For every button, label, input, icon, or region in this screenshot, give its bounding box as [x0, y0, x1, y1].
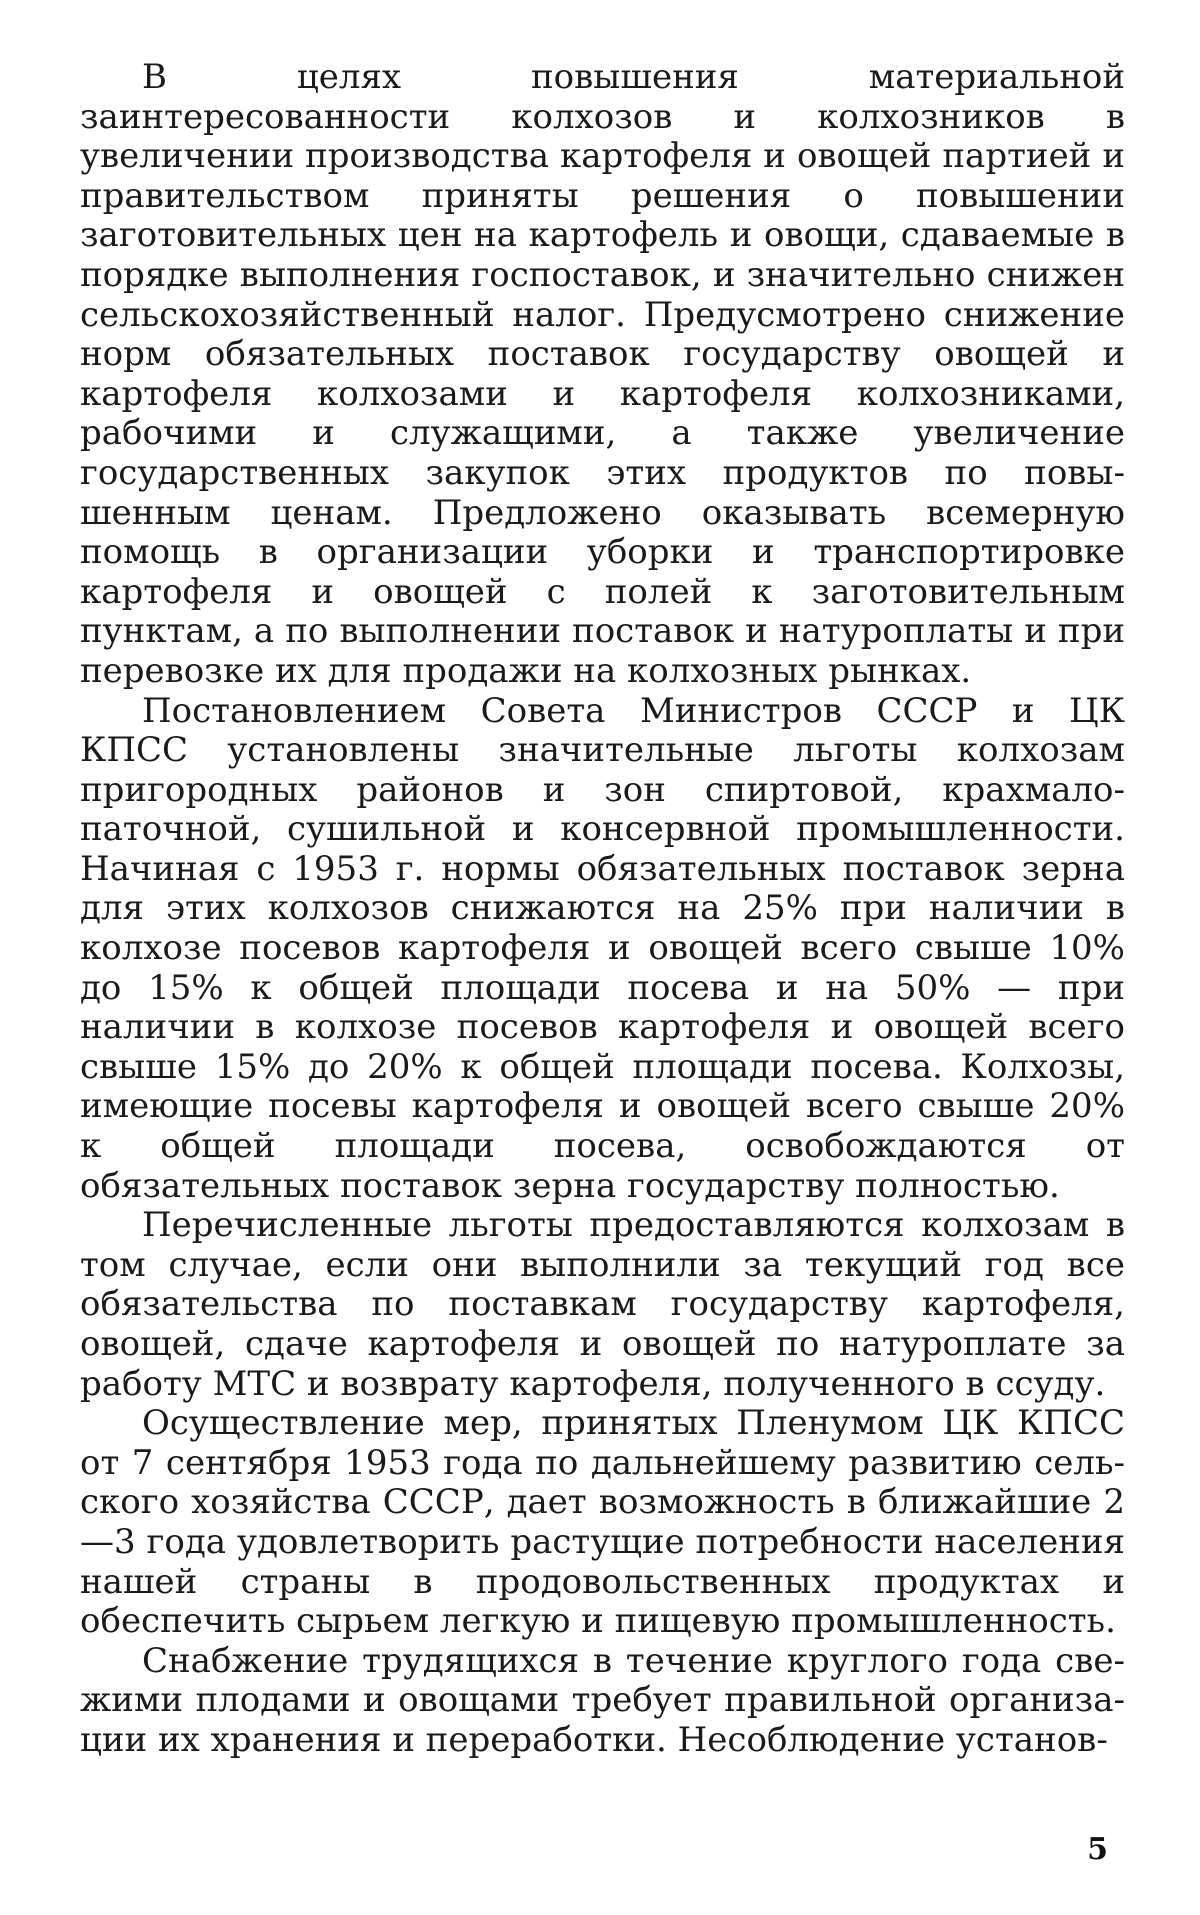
paragraph-2: Постановлением Совета Министров СССР и ЦК КПСС установлены значительные льготы колхозам пригородных районов и зон спиртовой, крахмало-паточной, сушильной и консервной промышленности. Начиная с 1953 г. нормы обязательных поставок зерна для этих колхозов снижаются на 25% при наличии в колхозе посевов картофеля и овощей всего свыше 10% до 15% к общей площади посева и на 50% — при наличии в колхозе посевов картофеля и овощей всего свыше 15% до 20% к общей площади посева. Колхозы, имеющие посевы картофеля и овощей всего свыше 20% к общей площади посева, освобождаются от обязательных поставок зерна государству полностью. — [80, 690, 1125, 1206]
paragraph-4: Осуществление мер, принятых Пленумом ЦК КПСС от 7 сентября 1953 года по дальнейшему развитию сельского хозяйства СССР, дает возможность в ближайшие 2—3 года удовлетворить растущие потребности населения нашей страны в продовольственных продуктах и обеспечить сырьем легкую и пищевую промышленность. — [80, 1403, 1125, 1642]
paragraph-5: Снабжение трудящихся в течение круглого года свежими плодами и овощами требует правильной организации их хранения и переработки. Несоблюдение установ- — [80, 1640, 1125, 1760]
page-number: 5 — [1087, 1832, 1108, 1867]
paragraph-1: В целях повышения материальной заинтересованности колхозов и колхозников в увеличении производства картофеля и овощей партией и правительством приняты решения о повышении заготовительных цен на картофель и овощи, сдаваемые в порядке выполнения госпоставок, и значительно снижен сельскохозяйственный налог. Предусмотрено снижение норм обязательных поставок государству овощей и картофеля колхозами и картофеля колхозниками, рабочими и служащими, а также увеличение государственных закупок этих продуктов по повышенным ценам. Предложено оказывать всемерную помощь в организации уборки и транспортировке картофеля и овощей с полей к заготовительным пунктам, а по выполнении поставок и натуроплаты и при перевозке их для продажи на колхозных рынках. — [80, 57, 1125, 691]
paragraph-3: Перечисленные льготы предоставляются колхозам в том случае, если они выполнили за текущий год все обязательства по поставкам государству картофеля, овощей, сдаче картофеля и овощей по натуроплате за работу МТС и возврату картофеля, полученного в ссуду. — [80, 1205, 1125, 1404]
page-body — [80, 58, 1125, 1761]
